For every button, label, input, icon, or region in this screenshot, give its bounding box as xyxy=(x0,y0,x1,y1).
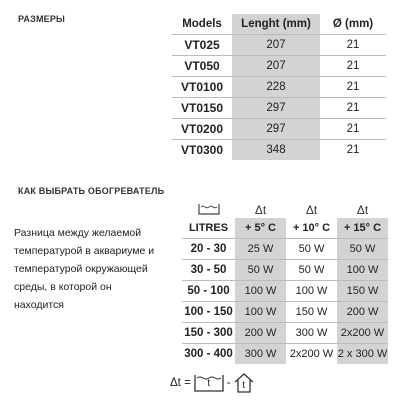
delta-row xyxy=(182,202,388,218)
watt-cell: 2x200 W xyxy=(337,323,388,344)
header-litres: LITRES xyxy=(182,218,235,239)
length-cell: 228 xyxy=(232,77,320,98)
watt-cell: 100 W xyxy=(235,302,286,323)
litres-cell: 300 - 400 xyxy=(184,348,233,360)
delta-label: Δt xyxy=(356,203,369,217)
watt-cell: 2 x 300 W xyxy=(337,344,388,365)
header-row xyxy=(182,218,388,239)
model-cell: VT025 xyxy=(172,35,232,56)
heater-table xyxy=(182,202,388,364)
choose-title: КАК ВЫБРАТЬ ОБОГРЕВАТЕЛЬ xyxy=(18,186,165,196)
sizes-table xyxy=(172,14,386,160)
model-cell: VT0300 xyxy=(180,143,224,157)
aquarium-t-label: t xyxy=(207,378,211,389)
length-cell: 207 xyxy=(232,35,320,56)
formula-minus: - xyxy=(226,377,231,389)
aquarium-icon xyxy=(182,202,235,218)
table-row xyxy=(182,281,388,302)
litres-cell: 150 - 300 xyxy=(182,323,235,344)
watt-cell: 25 W xyxy=(235,239,286,260)
delta-formula xyxy=(170,372,254,394)
table-row xyxy=(182,323,388,344)
length-cell: 207 xyxy=(232,56,320,77)
table-row xyxy=(172,56,386,77)
diameter-cell: 21 xyxy=(320,77,386,98)
litres-cell: 50 - 100 xyxy=(182,281,235,302)
litres-cell: 20 - 30 xyxy=(182,239,235,260)
header-plus5: + 5° C xyxy=(235,218,286,239)
watt-cell: 100 W xyxy=(286,281,337,302)
header-length: Lenght (mm) xyxy=(232,14,320,35)
table-row xyxy=(172,77,386,98)
watt-cell: 300 W xyxy=(235,344,286,365)
formula-lhs: Δt = xyxy=(170,377,191,389)
length-cell: 348 xyxy=(232,140,320,161)
litres-cell: 100 - 150 xyxy=(182,302,235,323)
diameter-cell: 21 xyxy=(320,35,386,56)
model-cell: VT0150 xyxy=(172,98,232,119)
delta-label: Δt xyxy=(305,203,318,217)
watt-cell: 150 W xyxy=(337,281,388,302)
diameter-cell: 21 xyxy=(320,119,386,140)
table-row xyxy=(182,260,388,281)
table-row xyxy=(172,35,386,56)
diameter-cell: 21 xyxy=(346,144,360,156)
table-row xyxy=(182,302,388,323)
header-diameter: Ø (mm) xyxy=(320,14,386,35)
watt-cell: 50 W xyxy=(286,239,337,260)
header-plus10: + 10° C xyxy=(286,218,337,239)
watt-cell: 2x200 W xyxy=(289,348,334,360)
header-plus15: + 15° C xyxy=(337,218,388,239)
length-cell: 297 xyxy=(232,98,320,119)
header-models: Models xyxy=(172,14,232,35)
watt-cell: 200 W xyxy=(337,302,388,323)
table-row xyxy=(182,239,388,260)
watt-cell: 100 W xyxy=(235,281,286,302)
table-row xyxy=(172,119,386,140)
aquarium-t-icon xyxy=(194,374,224,392)
house-t-label: t xyxy=(242,380,246,391)
delta-label: Δt xyxy=(254,203,267,217)
watt-cell: 100 W xyxy=(337,260,388,281)
table-row xyxy=(172,140,386,161)
watt-cell: 200 W xyxy=(235,323,286,344)
watt-cell: 50 W xyxy=(337,239,388,260)
sizes-title: РАЗМЕРЫ xyxy=(18,14,66,24)
model-cell: VT0200 xyxy=(172,119,232,140)
watt-cell: 50 W xyxy=(235,260,286,281)
house-t-icon xyxy=(234,373,254,393)
watt-cell: 150 W xyxy=(286,302,337,323)
description: Разница между желаемой температурой в аквариуме и температурой окружающей среды, в которой он находится xyxy=(14,227,155,311)
watt-cell: 50 W xyxy=(286,260,337,281)
table-row xyxy=(172,98,386,119)
watt-cell: 300 W xyxy=(286,323,337,344)
model-cell: VT0100 xyxy=(172,77,232,98)
table-row xyxy=(182,344,388,365)
length-cell: 297 xyxy=(232,119,320,140)
diameter-cell: 21 xyxy=(320,56,386,77)
litres-cell: 30 - 50 xyxy=(182,260,235,281)
model-cell: VT050 xyxy=(172,56,232,77)
diameter-cell: 21 xyxy=(320,98,386,119)
